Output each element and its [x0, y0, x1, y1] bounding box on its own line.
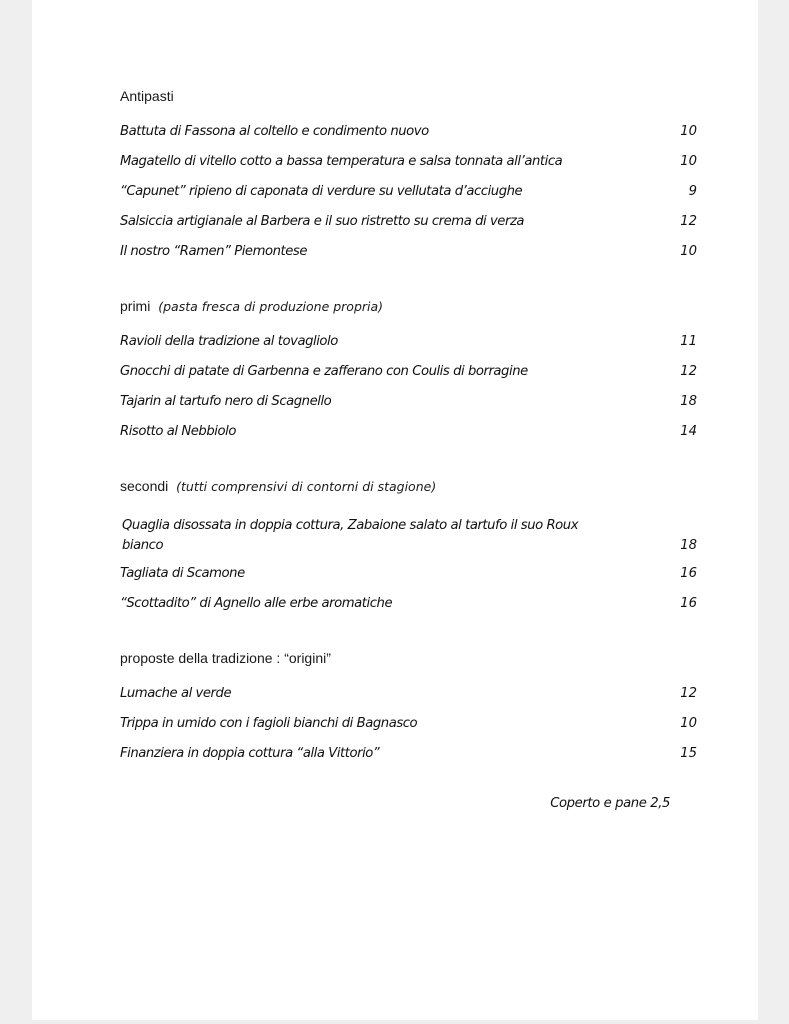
menu-item-name: Quaglia disossata in doppia cottura, Zabaione salato al tartufo il suo Roux bianco	[122, 518, 579, 553]
menu-item	[120, 736, 700, 766]
menu-item	[120, 204, 700, 234]
menu-item-price: 12	[680, 364, 697, 379]
menu-item	[120, 504, 700, 556]
section-title-text: proposte della tradizione : “origini”	[120, 650, 331, 666]
cover-charge: Coperto e pane 2,5	[550, 796, 670, 811]
section-title	[120, 84, 700, 114]
menu-item-name: Salsiccia artigianale al Barbera e il suo ristretto su crema di verza	[120, 214, 525, 229]
section-title	[120, 474, 700, 504]
menu-item	[120, 174, 700, 204]
menu-item-name: Trippa in umido con i fagioli bianchi di Bagnasco	[120, 716, 418, 731]
menu-item-price: 10	[680, 154, 697, 169]
menu-item-name: “Capunet” ripieno di caponata di verdure su vellutata d’acciughe	[120, 184, 523, 199]
menu-item-name: Lumache al verde	[120, 686, 232, 701]
menu-item-price: 9	[688, 184, 697, 199]
section-subtitle: (pasta fresca di produzione propria)	[158, 299, 384, 314]
menu-item-price: 18	[680, 538, 697, 553]
menu-item	[120, 676, 700, 706]
menu-item-price: 10	[680, 124, 697, 139]
menu-item-price: 18	[680, 394, 697, 409]
section-subtitle: (tutti comprensivi di contorni di stagione)	[176, 479, 437, 494]
menu-item	[120, 706, 700, 736]
menu-item-name: Finanziera in doppia cottura “alla Vittorio”	[120, 746, 380, 761]
menu-item-price: 12	[680, 214, 697, 229]
menu-item-price: 12	[680, 686, 697, 701]
menu-item-name: Tagliata di Scamone	[120, 566, 245, 581]
menu-item	[120, 414, 700, 444]
menu-item	[120, 556, 700, 586]
menu-item-name: Gnocchi di patate di Garbenna e zafferano con Coulis di borragine	[120, 364, 528, 379]
section-secondi	[120, 474, 700, 616]
menu-item-price: 15	[680, 746, 697, 761]
menu-item-price: 16	[680, 566, 697, 581]
menu-item	[120, 354, 700, 384]
menu-item-price: 16	[680, 596, 697, 611]
menu-item-name: Battuta di Fassona al coltello e condimento nuovo	[120, 124, 429, 139]
section-title-text: Antipasti	[120, 88, 174, 104]
menu-item-name: Tajarin al tartufo nero di Scagnello	[120, 394, 332, 409]
menu-item-name: Il nostro “Ramen” Piemontese	[120, 244, 307, 259]
menu-item-name: Magatello di vitello cotto a bassa temperatura e salsa tonnata all’antica	[120, 154, 563, 169]
section-primi	[120, 294, 700, 444]
section-title	[120, 646, 700, 676]
menu-list	[120, 84, 700, 766]
menu-item	[120, 114, 700, 144]
menu-item-price: 14	[680, 424, 697, 439]
menu-item	[120, 586, 700, 616]
menu-item-name: Risotto al Nebbiolo	[120, 424, 236, 439]
menu-item	[120, 384, 700, 414]
section-title-text: primi	[120, 298, 151, 314]
menu-item	[120, 324, 700, 354]
menu-item-price: 10	[680, 244, 697, 259]
menu-item-price: 11	[680, 334, 697, 349]
menu-item-name: “Scottadito” di Agnello alle erbe aromatiche	[120, 596, 393, 611]
menu-page	[32, 0, 758, 1020]
section-antipasti	[120, 84, 700, 264]
section-tradizione	[120, 646, 700, 766]
menu-item-price: 10	[680, 716, 697, 731]
section-title-text: secondi	[120, 478, 169, 494]
menu-item	[120, 234, 700, 264]
menu-item-name: Ravioli della tradizione al tovagliolo	[120, 334, 338, 349]
menu-item	[120, 144, 700, 174]
section-title	[120, 294, 700, 324]
